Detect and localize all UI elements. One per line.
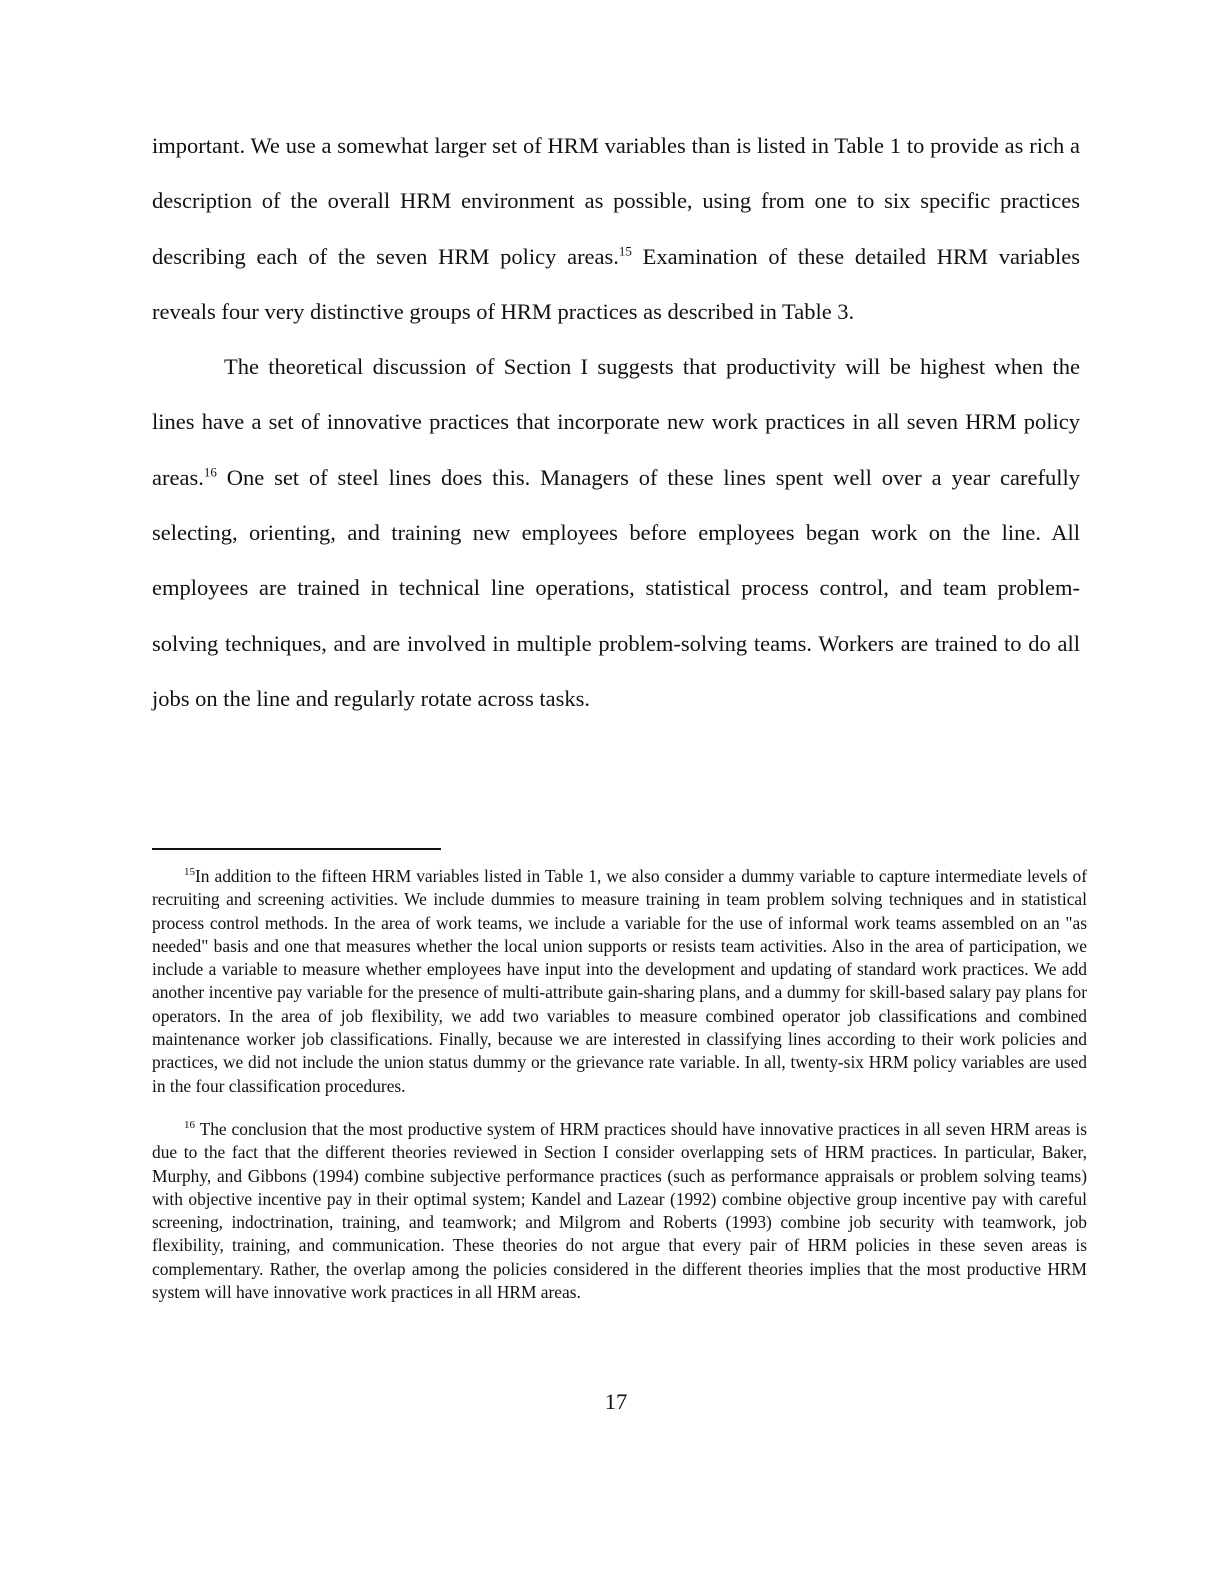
footnotes [152,865,1087,1304]
footnote-marker: 16 [184,1119,195,1132]
footnote-reference-15: 15 [618,243,632,259]
body-paragraph-1 [152,118,1080,339]
paragraph-text-continued: One set of steel lines does this. Managers of these lines spent well over a year carefully selecting, orienting, and training new employees before employees began work on the line. All employees are trained in technical line operations, statistical process control, and team problem-solving techniques, and are involved in multiple problem-solving teams. Workers are trained to do all jobs on the line and regularly rotate across tasks. [152,464,1080,711]
footnote-16 [152,1118,1087,1304]
footnote-separator [152,848,441,850]
footnote-text: The conclusion that the most productive system of HRM practices should have innovative practices in all seven HRM areas is due to the fact that the different theories reviewed in Section I consider overlapping sets of HRM practices. In particular, Baker, Murphy, and Gibbons (1994) combine subjective performance practices (such as performance appraisals or problem solving teams) with objective incentive pay in their optimal system; Kandel and Lazear (1992) combine objective group incentive pay with careful screening, indoctrination, training, and teamwork; and Milgrom and Roberts (1993) combine job security with teamwork, job flexibility, training, and communication. These theories do not argue that every pair of HRM policies in these seven areas is complementary. Rather, the overlap among the policies considered in the different theories implies that the most productive HRM system will have innovative work practices in all HRM areas. [152,1118,1087,1303]
page-number: 17 [604,1389,628,1414]
body-text [152,118,1080,726]
paragraph-text-continued: Examination of these detailed HRM variables reveals four very distinctive groups of HRM practices as described in Table 3. [152,243,1080,324]
body-paragraph-2 [152,339,1080,726]
paragraph-text: The theoretical discussion of Section I suggests that productivity will be highest when the lines have a set of innovative practices that incorporate new work practices in all seven HRM policy areas. [152,354,1080,490]
footnote-reference-16: 16 [203,464,217,480]
footnote-15 [152,865,1087,1098]
footnote-text: In addition to the fifteen HRM variables listed in Table 1, we also consider a dummy variable to capture intermediate levels of recruiting and screening activities. We include dummies to measure training in team problem solving techniques and in statistical process control methods. In the area of work teams, we include a variable for the use of informal work teams assembled on an "as needed" basis and one that measures whether the local union supports or resists team activities. Also in the area of participation, we include a variable to measure whether employees have input into the development and updating of standard work practices. We add another incentive pay variable for the presence of multi-attribute gain-sharing plans, and a dummy for skill-based salary pay plans for operators. In the area of job flexibility, we add two variables to measure combined operator job classifications and combined maintenance worker job classifications. Finally, because we are interested in classifying lines according to their work policies and practices, we did not include the union status dummy or the grievance rate variable. In all, twenty-six HRM policy variables are used in the four classification procedures. [152,866,1087,1096]
paragraph-text: important. We use a somewhat larger set of HRM variables than is listed in Table 1 to provide as rich a description of the overall HRM environment as possible, using from one to six specific practices describing each of the seven HRM policy areas. [152,133,1080,269]
footnote-marker: 15 [184,866,195,879]
